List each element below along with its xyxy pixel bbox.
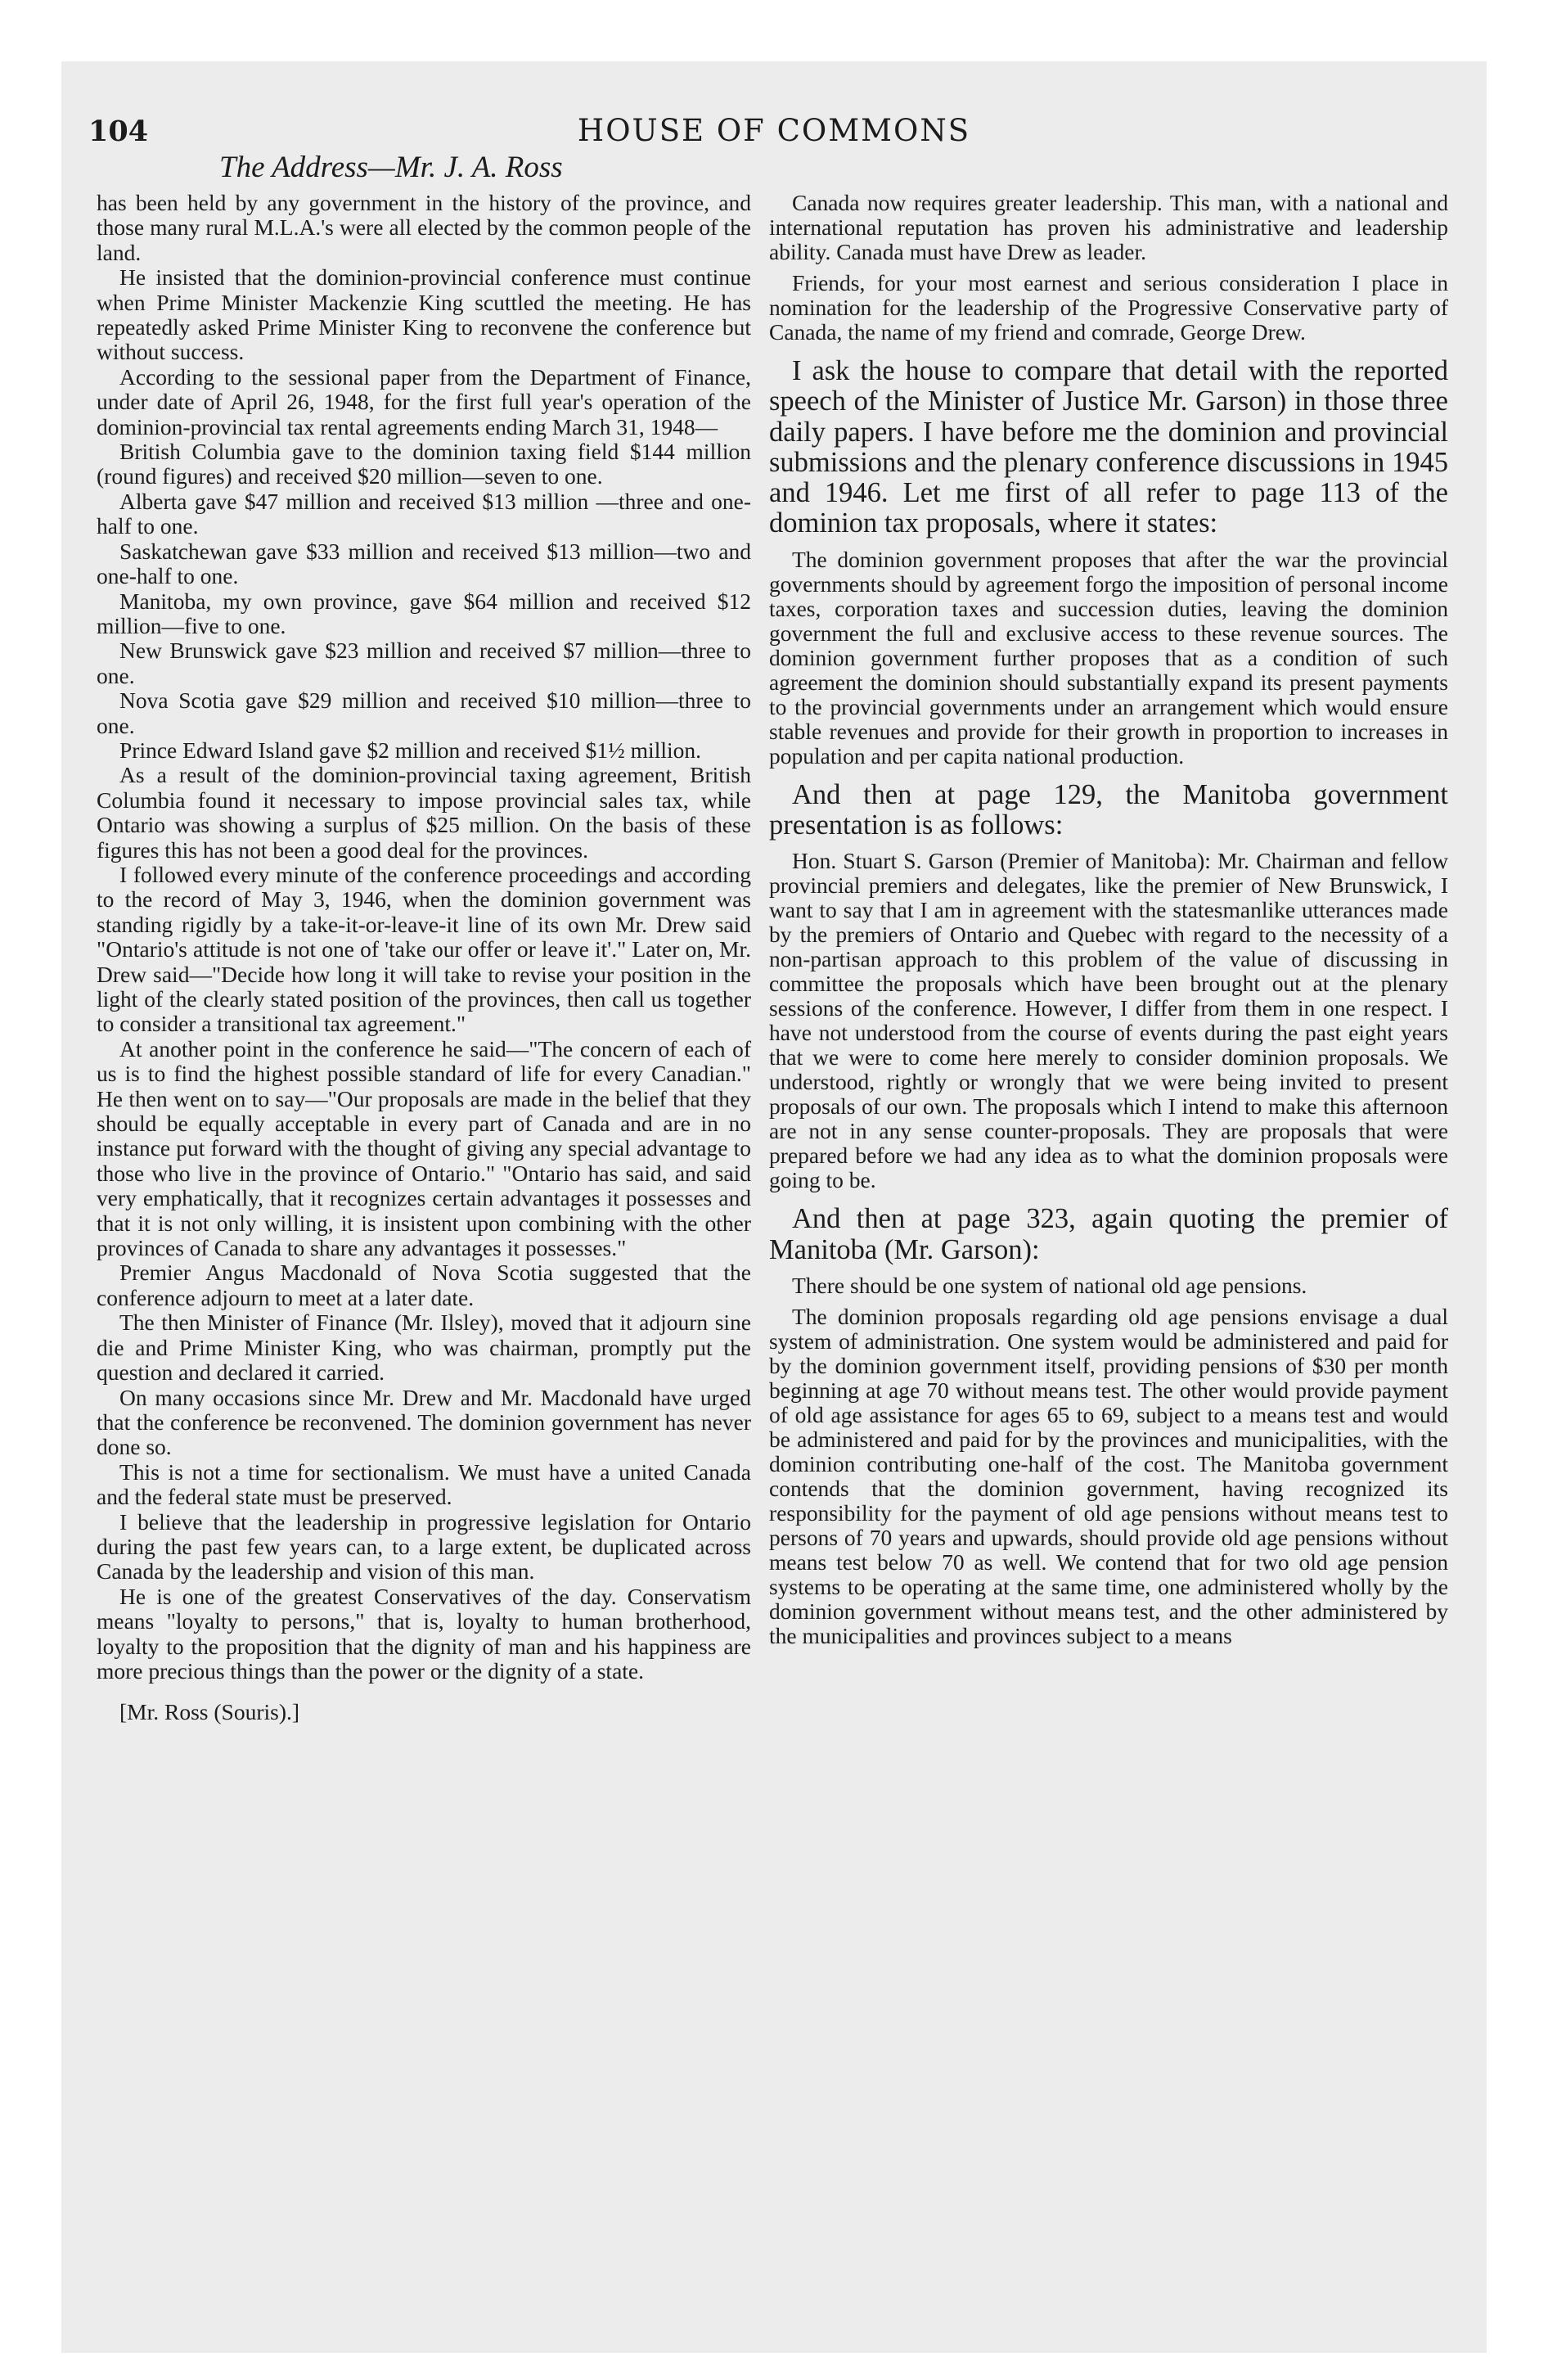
paragraph: Manitoba, my own province, gave $64 million and received $12 million—five to one. bbox=[97, 588, 751, 638]
quoted-paragraph: Hon. Stuart S. Garson (Premier of Manitoba): Mr. Chairman and fellow provincial premiers and delegates, like the premier of New Brunswick, I want to say that I am in agreement with the statesmanlike utterances made by the premiers of Ontario and Quebec with regard to the necessity of a non-partisan approach to this problem of the value of discussing in committee the proposals which have been brought out at the plenary sessions of the conference. However, I differ from them in one respect. I have not understood from the course of events during the past eight years that we were to come here merely to consider dominion proposals. We understood, rightly or wrongly that we were being invited to present proposals of our own. The proposals which I intend to make this afternoon are not in any sense counter-proposals. They are proposals that were prepared before we had any idea as to what the dominion proposals were going to be. bbox=[769, 848, 1448, 1193]
paragraph: British Columbia gave to the dominion taxing field $144 million (round figures) and received $20 million—seven to one. bbox=[97, 439, 751, 489]
quoted-paragraph: There should be one system of national old age pensions. bbox=[792, 1272, 1307, 1298]
paragraph: Premier Angus Macdonald of Nova Scotia suggested that the conference adjourn to meet at a later date. bbox=[97, 1260, 751, 1310]
paragraph: Alberta gave $47 million and received $13 million —three and one-half to one. bbox=[97, 488, 751, 539]
quoted-paragraph: Friends, for your most earnest and serious consideration I place in nomination for the leadership of the Progressive Conservative party of Canada, the name of my friend and comrade, George Drew. bbox=[769, 270, 1448, 345]
quoted-paragraph: Canada now requires greater leadership. This man, with a national and international reputation has proven his administrative and leadership ability. Canada must have Drew as leader. bbox=[769, 190, 1448, 264]
paragraph: This is not a time for sectionalism. We must have a united Canada and the federal state must be preserved. bbox=[97, 1458, 751, 1510]
paragraph: Prince Edward Island gave $2 million and received $1½ million. bbox=[119, 737, 701, 763]
paragraph: has been held by any government in the history of the province, and those many rural M.L.A.'s were all elected by the common people of the land. bbox=[97, 190, 751, 265]
paragraph: At another point in the conference he said—"The concern of each of us is to find the highest possible standard of life for every Canadian." He then went on to say—"Our proposals are made in the belief that they should be equally acceptable in every part of Canada and are in no instance put forward with the thought of giving any special advantage to those who live in the province of Ontario." "Ontario has said, and said very emphatically, that it recognizes certain advantages it possesses and that it is not only willing, it is insistent upon combining with the other provinces of Canada to share any advantages it possesses." bbox=[97, 1035, 751, 1261]
paragraph: He insisted that the dominion-provincial conference must continue when Prime Minister Mackenzie King scuttled the meeting. He has repeatedly asked Prime Minister King to reconvene the conference but without success. bbox=[97, 264, 751, 365]
speech-paragraph: And then at page 129, the Manitoba government presentation is as follows: bbox=[769, 778, 1448, 841]
left-column bbox=[97, 191, 751, 1724]
paragraph: Saskatchewan gave $33 million and received $13 million—two and one-half to one. bbox=[97, 538, 751, 589]
running-title: The Address—Mr. J. A. Ross bbox=[219, 151, 563, 184]
paragraph: As a result of the dominion-provincial taxing agreement, British Columbia found it necessary to impose provincial sales tax, while Ontario was showing a surplus of $25 million. On the basis of these figures this has not been a good deal for the provinces. bbox=[97, 762, 751, 863]
quoted-paragraph: The dominion government proposes that after the war the provincial governments should by agreement forgo the imposition of personal income taxes, corporation taxes and succession duties, leaving the dominion government the full and exclusive access to these revenue sources. The dominion government further proposes that as a condition of such agreement the dominion should substantially expand its present payments to the provincial governments under an arrangement which would ensure stable revenues and provide for their growth in proportion to increases in population and per capita national production. bbox=[769, 546, 1448, 769]
right-column bbox=[769, 191, 1448, 1651]
paragraph: New Brunswick gave $23 million and received $7 million—three to one. bbox=[97, 638, 751, 688]
speech-paragraph: I ask the house to compare that detail with the reported speech of the Minister of Justice Mr. Garson) in those three daily papers. I have before me the dominion and provincial submissions and the plenary conference discussions in 1945 and 1946. Let me first of all refer to page 113 of the dominion tax proposals, where it states: bbox=[769, 355, 1448, 539]
paragraph: On many occasions since Mr. Drew and Mr. Macdonald have urged that the conference be reconvened. The dominion government has never done so. bbox=[97, 1384, 751, 1460]
paragraph: I followed every minute of the conference proceedings and according to the record of May 3, 1946, when the dominion government was standing rigidly by a take-it-or-leave-it line of its own Mr. Drew said "Ontario's attitude is not one of 'take our offer or leave it'." Later on, Mr. Drew said—"Decide how long it will take to revise your position in the light of the clearly stated position of the provinces, then call us together to consider a transitional tax agreement." bbox=[97, 861, 751, 1037]
paragraph: Nova Scotia gave $29 million and received $10 million—three to one. bbox=[97, 687, 751, 738]
speech-paragraph: And then at page 323, again quoting the premier of Manitoba (Mr. Garson): bbox=[769, 1203, 1448, 1265]
paragraph: I believe that the leadership in progressive legislation for Ontario during the past few years can, to a large extent, be duplicated across Canada by the leadership and vision of this man. bbox=[97, 1508, 751, 1584]
paragraph: The then Minister of Finance (Mr. Ilsley), moved that it adjourn sine die and Prime Minister King, who was chairman, promptly put the question and declared it carried. bbox=[97, 1309, 751, 1386]
page-number: 104 bbox=[88, 115, 149, 148]
speaker-note: [Mr. Ross (Souris).] bbox=[119, 1699, 300, 1725]
paragraph: He is one of the greatest Conservatives of the day. Conservatism means "loyalty to persons," that is, loyalty to human brotherhood, loyalty to the proposition that the dignity of man and his happiness are more precious things than the power or the dignity of a state. bbox=[97, 1583, 751, 1684]
page-header: HOUSE OF COMMONS bbox=[577, 113, 971, 148]
paragraph: According to the sessional paper from the Department of Finance, under date of April 26, 1948, for the first full year's operation of the dominion-provincial tax rental agreements ending March 31, 1948— bbox=[97, 363, 751, 439]
quoted-paragraph: The dominion proposals regarding old age pensions envisage a dual system of administration. One system would be administered and paid for by the dominion government itself, providing pensions of $30 per month beginning at age 70 without means test. The other would provide payment of old age assistance for ages 65 to 69, subject to a means test and would be administered and paid for by the provinces and municipalities, with the dominion contributing one-half of the cost. The Manitoba government contends that the dominion government, having recognized its responsibility for the payment of old age pensions without means test to persons of 70 years and upwards, should provide old age pensions without means test below 70 as well. We contend that for two old age pension systems to be operating at the same time, one administered wholly by the dominion government without means test, and the other administered by the municipalities and provinces subject to a means bbox=[769, 1303, 1448, 1648]
